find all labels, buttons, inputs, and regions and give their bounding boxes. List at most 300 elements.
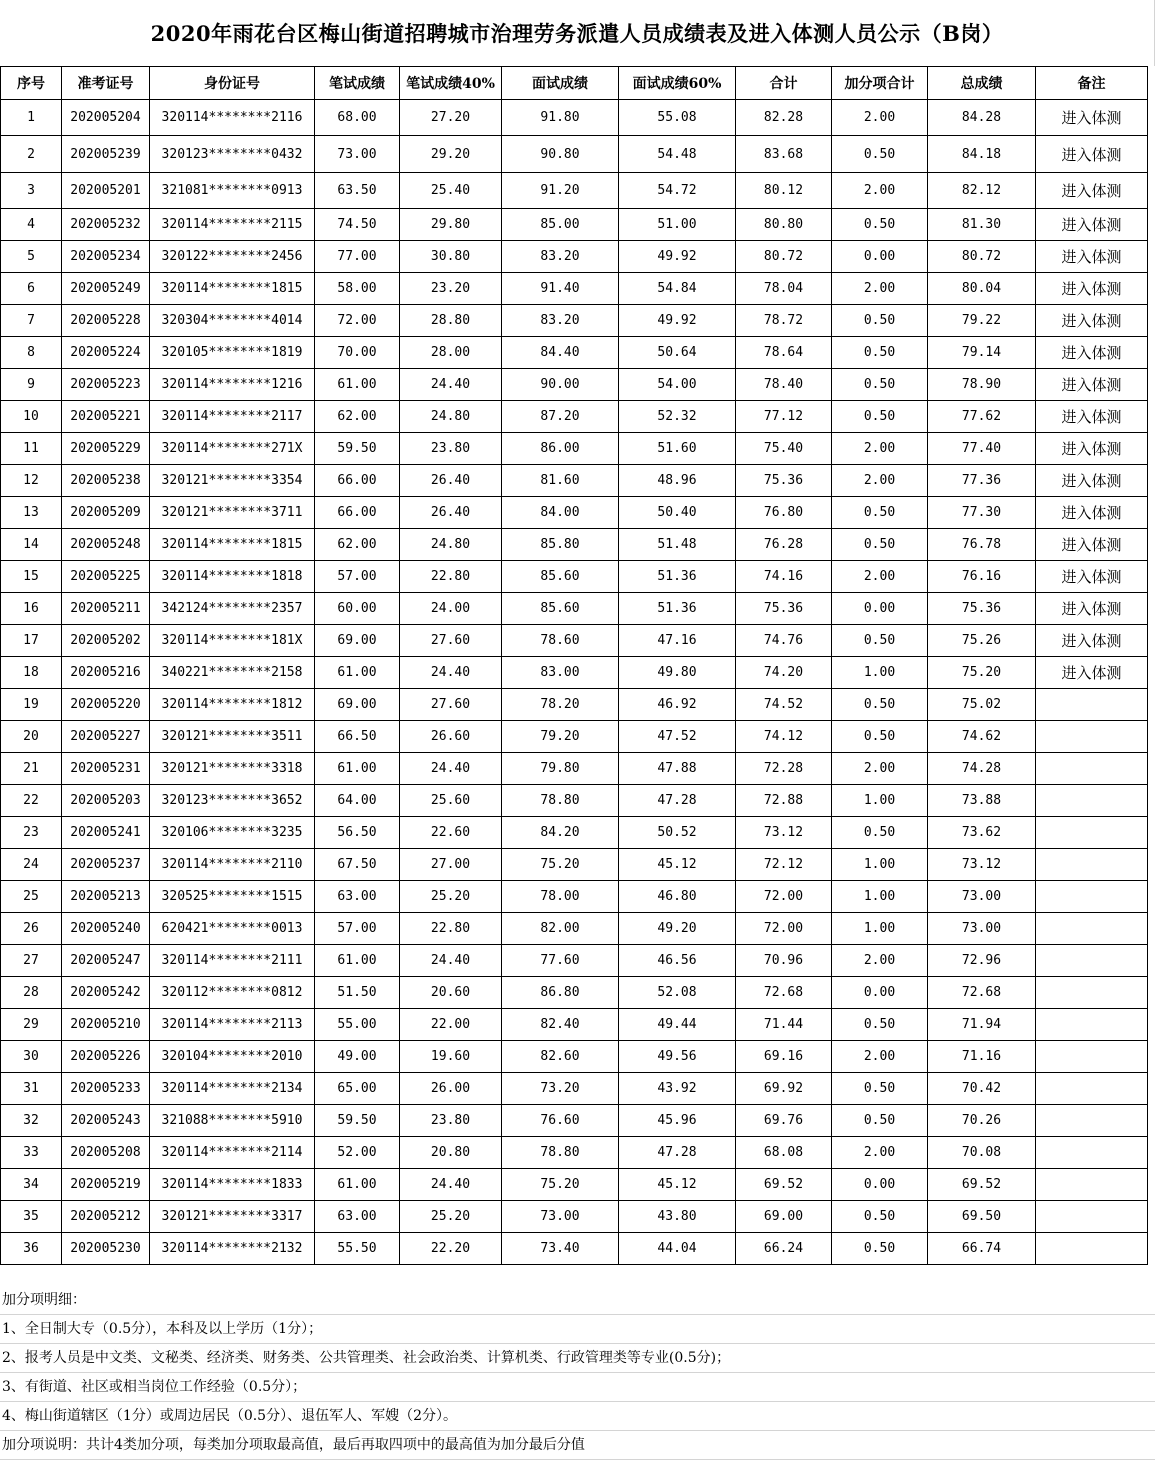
cell-written: 77.00 [315, 241, 400, 273]
table-row [1, 1009, 1148, 1041]
table-row [1, 305, 1148, 337]
cell-bonus: 1.00 [832, 913, 928, 945]
cell-written-40: 24.80 [400, 401, 502, 433]
cell-total: 82.12 [928, 173, 1036, 209]
cell-subtotal: 80.12 [736, 173, 832, 209]
cell-ticket: 202005247 [62, 945, 150, 977]
cell-remark: 进入体测 [1036, 305, 1148, 337]
cell-remark: 进入体测 [1036, 625, 1148, 657]
cell-bonus: 0.00 [832, 1169, 928, 1201]
cell-total: 77.62 [928, 401, 1036, 433]
table-row [1, 1073, 1148, 1105]
cell-interview-60: 45.12 [619, 849, 736, 881]
cell-ticket: 202005210 [62, 1009, 150, 1041]
cell-interview: 75.20 [502, 849, 619, 881]
col-header-interview: 面试成绩 [502, 67, 619, 100]
cell-total: 77.30 [928, 497, 1036, 529]
cell-total: 72.68 [928, 977, 1036, 1009]
cell-subtotal: 69.92 [736, 1073, 832, 1105]
cell-written: 66.50 [315, 721, 400, 753]
cell-ticket: 202005203 [62, 785, 150, 817]
header-row [1, 67, 1148, 100]
cell-seq: 18 [1, 657, 62, 689]
cell-written: 74.50 [315, 209, 400, 241]
cell-interview-60: 52.08 [619, 977, 736, 1009]
table-row [1, 625, 1148, 657]
cell-total: 72.96 [928, 945, 1036, 977]
cell-interview: 85.00 [502, 209, 619, 241]
cell-written: 61.00 [315, 945, 400, 977]
col-header-written-40: 笔试成绩40% [400, 67, 502, 100]
cell-interview: 81.60 [502, 465, 619, 497]
cell-id: 320114********2134 [150, 1073, 315, 1105]
cell-id: 320114********2111 [150, 945, 315, 977]
cell-subtotal: 69.76 [736, 1105, 832, 1137]
cell-written-40: 19.60 [400, 1041, 502, 1073]
cell-interview-60: 46.56 [619, 945, 736, 977]
cell-subtotal: 74.52 [736, 689, 832, 721]
cell-id: 320114********2114 [150, 1137, 315, 1169]
table-row [1, 136, 1148, 173]
cell-written-40: 25.20 [400, 881, 502, 913]
cell-interview: 76.60 [502, 1105, 619, 1137]
cell-ticket: 202005231 [62, 753, 150, 785]
cell-seq: 13 [1, 497, 62, 529]
cell-bonus: 0.50 [832, 136, 928, 173]
cell-written: 63.00 [315, 1201, 400, 1233]
cell-written-40: 27.60 [400, 689, 502, 721]
cell-id: 320121********3711 [150, 497, 315, 529]
cell-remark: 进入体测 [1036, 529, 1148, 561]
cell-written-40: 25.20 [400, 1201, 502, 1233]
cell-ticket: 202005208 [62, 1137, 150, 1169]
cell-bonus: 0.50 [832, 1233, 928, 1265]
cell-interview: 87.20 [502, 401, 619, 433]
table-row [1, 1105, 1148, 1137]
cell-ticket: 202005234 [62, 241, 150, 273]
cell-id: 320114********1815 [150, 529, 315, 561]
cell-interview: 78.80 [502, 785, 619, 817]
cell-written-40: 26.00 [400, 1073, 502, 1105]
cell-bonus: 2.00 [832, 273, 928, 305]
cell-written: 63.00 [315, 881, 400, 913]
cell-written: 59.50 [315, 433, 400, 465]
cell-ticket: 202005201 [62, 173, 150, 209]
cell-remark: 进入体测 [1036, 241, 1148, 273]
cell-ticket: 202005240 [62, 913, 150, 945]
cell-id: 320114********271X [150, 433, 315, 465]
cell-interview: 77.60 [502, 945, 619, 977]
cell-interview: 86.00 [502, 433, 619, 465]
cell-bonus: 0.00 [832, 241, 928, 273]
cell-interview: 91.20 [502, 173, 619, 209]
page-title: 2020年雨花台区梅山街道招聘城市治理劳务派遣人员成绩表及进入体测人员公示（B岗） [0, 0, 1155, 66]
cell-id: 321088********5910 [150, 1105, 315, 1137]
cell-total: 84.18 [928, 136, 1036, 173]
cell-total: 69.52 [928, 1169, 1036, 1201]
table-row [1, 497, 1148, 529]
cell-interview: 78.80 [502, 1137, 619, 1169]
cell-ticket: 202005227 [62, 721, 150, 753]
cell-bonus: 0.00 [832, 593, 928, 625]
cell-written: 66.00 [315, 497, 400, 529]
cell-written-40: 30.80 [400, 241, 502, 273]
table-row [1, 1201, 1148, 1233]
note-item-2: 2、报考人员是中文类、文秘类、经济类、财务类、公共管理类、社会政治类、计算机类、行政管理类等专业(0.5分)； [0, 1344, 1155, 1373]
cell-subtotal: 72.68 [736, 977, 832, 1009]
cell-interview: 82.00 [502, 913, 619, 945]
cell-subtotal: 78.04 [736, 273, 832, 305]
cell-interview: 78.00 [502, 881, 619, 913]
cell-bonus: 0.50 [832, 305, 928, 337]
cell-written: 56.50 [315, 817, 400, 849]
cell-interview: 84.00 [502, 497, 619, 529]
cell-seq: 24 [1, 849, 62, 881]
cell-id: 320121********3317 [150, 1201, 315, 1233]
note-item-1: 1、全日制大专（0.5分），本科及以上学历（1分）； [0, 1315, 1155, 1344]
cell-written-40: 25.40 [400, 173, 502, 209]
cell-total: 75.36 [928, 593, 1036, 625]
cell-id: 340221********2158 [150, 657, 315, 689]
cell-ticket: 202005229 [62, 433, 150, 465]
note-item-3: 3、有街道、社区或相当岗位工作经验（0.5分）； [0, 1373, 1155, 1402]
cell-seq: 23 [1, 817, 62, 849]
cell-written-40: 24.40 [400, 657, 502, 689]
cell-subtotal: 72.00 [736, 881, 832, 913]
table-row [1, 753, 1148, 785]
table-row [1, 977, 1148, 1009]
cell-remark [1036, 689, 1148, 721]
cell-ticket: 202005237 [62, 849, 150, 881]
note-item-4: 4、梅山街道辖区（1分）或周边居民（0.5分）、退伍军人、军嫂（2分）。 [0, 1402, 1155, 1431]
cell-subtotal: 78.64 [736, 337, 832, 369]
cell-total: 66.74 [928, 1233, 1036, 1265]
cell-seq: 1 [1, 100, 62, 136]
cell-written: 49.00 [315, 1041, 400, 1073]
cell-written-40: 24.40 [400, 753, 502, 785]
cell-seq: 14 [1, 529, 62, 561]
cell-written: 65.00 [315, 1073, 400, 1105]
cell-written: 59.50 [315, 1105, 400, 1137]
cell-interview: 73.00 [502, 1201, 619, 1233]
cell-interview-60: 48.96 [619, 465, 736, 497]
cell-remark [1036, 849, 1148, 881]
table-row [1, 945, 1148, 977]
cell-written: 63.50 [315, 173, 400, 209]
cell-subtotal: 74.16 [736, 561, 832, 593]
cell-id: 320123********0432 [150, 136, 315, 173]
cell-seq: 22 [1, 785, 62, 817]
cell-seq: 26 [1, 913, 62, 945]
cell-interview-60: 51.36 [619, 561, 736, 593]
cell-written-40: 20.80 [400, 1137, 502, 1169]
cell-interview-60: 49.44 [619, 1009, 736, 1041]
cell-id: 320114********1818 [150, 561, 315, 593]
cell-ticket: 202005249 [62, 273, 150, 305]
table-body [1, 100, 1148, 1265]
cell-interview: 85.80 [502, 529, 619, 561]
cell-interview: 78.20 [502, 689, 619, 721]
cell-ticket: 202005224 [62, 337, 150, 369]
cell-seq: 36 [1, 1233, 62, 1265]
cell-subtotal: 72.88 [736, 785, 832, 817]
table-row [1, 173, 1148, 209]
cell-id: 320525********1515 [150, 881, 315, 913]
cell-total: 84.28 [928, 100, 1036, 136]
cell-interview-60: 50.40 [619, 497, 736, 529]
cell-subtotal: 80.80 [736, 209, 832, 241]
cell-interview-60: 50.64 [619, 337, 736, 369]
cell-subtotal: 73.12 [736, 817, 832, 849]
table-row [1, 209, 1148, 241]
cell-written-40: 29.20 [400, 136, 502, 173]
cell-total: 70.42 [928, 1073, 1036, 1105]
cell-written: 57.00 [315, 561, 400, 593]
cell-ticket: 202005220 [62, 689, 150, 721]
cell-bonus: 2.00 [832, 100, 928, 136]
cell-remark: 进入体测 [1036, 369, 1148, 401]
cell-ticket: 202005242 [62, 977, 150, 1009]
cell-bonus: 0.50 [832, 1073, 928, 1105]
cell-interview: 83.00 [502, 657, 619, 689]
cell-interview-60: 55.08 [619, 100, 736, 136]
cell-total: 75.02 [928, 689, 1036, 721]
cell-interview-60: 43.92 [619, 1073, 736, 1105]
cell-ticket: 202005223 [62, 369, 150, 401]
cell-bonus: 0.50 [832, 529, 928, 561]
col-header-subtotal: 合计 [736, 67, 832, 100]
cell-subtotal: 74.12 [736, 721, 832, 753]
cell-ticket: 202005241 [62, 817, 150, 849]
cell-ticket: 202005239 [62, 136, 150, 173]
cell-id: 320105********1819 [150, 337, 315, 369]
cell-written-40: 24.80 [400, 529, 502, 561]
cell-total: 70.08 [928, 1137, 1036, 1169]
cell-ticket: 202005248 [62, 529, 150, 561]
cell-written-40: 22.80 [400, 913, 502, 945]
cell-bonus: 2.00 [832, 753, 928, 785]
cell-bonus: 0.50 [832, 401, 928, 433]
cell-total: 75.26 [928, 625, 1036, 657]
cell-written-40: 22.20 [400, 1233, 502, 1265]
cell-seq: 28 [1, 977, 62, 1009]
cell-interview-60: 47.28 [619, 1137, 736, 1169]
cell-total: 76.16 [928, 561, 1036, 593]
cell-subtotal: 75.36 [736, 465, 832, 497]
cell-interview-60: 47.88 [619, 753, 736, 785]
table-row [1, 529, 1148, 561]
cell-id: 320114********1833 [150, 1169, 315, 1201]
cell-total: 76.78 [928, 529, 1036, 561]
cell-remark [1036, 881, 1148, 913]
bonus-notes [0, 1286, 1155, 1460]
table-row [1, 785, 1148, 817]
cell-seq: 33 [1, 1137, 62, 1169]
cell-remark: 进入体测 [1036, 100, 1148, 136]
cell-total: 79.22 [928, 305, 1036, 337]
cell-interview: 84.20 [502, 817, 619, 849]
cell-seq: 8 [1, 337, 62, 369]
cell-written-40: 22.60 [400, 817, 502, 849]
cell-interview-60: 49.56 [619, 1041, 736, 1073]
cell-seq: 17 [1, 625, 62, 657]
cell-subtotal: 72.00 [736, 913, 832, 945]
table-row [1, 657, 1148, 689]
cell-written: 57.00 [315, 913, 400, 945]
cell-id: 320106********3235 [150, 817, 315, 849]
cell-seq: 5 [1, 241, 62, 273]
cell-bonus: 2.00 [832, 1041, 928, 1073]
table-row [1, 369, 1148, 401]
cell-written: 61.00 [315, 1169, 400, 1201]
notes-heading: 加分项明细： [0, 1286, 1155, 1315]
cell-interview: 90.80 [502, 136, 619, 173]
cell-ticket: 202005238 [62, 465, 150, 497]
cell-written-40: 27.20 [400, 100, 502, 136]
cell-written: 64.00 [315, 785, 400, 817]
cell-subtotal: 83.68 [736, 136, 832, 173]
cell-remark [1036, 817, 1148, 849]
score-table [0, 66, 1148, 1265]
cell-bonus: 0.50 [832, 817, 928, 849]
cell-interview: 78.60 [502, 625, 619, 657]
cell-written: 60.00 [315, 593, 400, 625]
cell-remark [1036, 1041, 1148, 1073]
cell-remark [1036, 1169, 1148, 1201]
cell-written: 73.00 [315, 136, 400, 173]
cell-written-40: 26.40 [400, 497, 502, 529]
cell-total: 71.16 [928, 1041, 1036, 1073]
cell-id: 620421********0013 [150, 913, 315, 945]
cell-seq: 12 [1, 465, 62, 497]
cell-seq: 4 [1, 209, 62, 241]
cell-id: 320304********4014 [150, 305, 315, 337]
cell-seq: 2 [1, 136, 62, 173]
cell-remark [1036, 1233, 1148, 1265]
cell-total: 73.00 [928, 881, 1036, 913]
cell-total: 80.04 [928, 273, 1036, 305]
cell-written-40: 23.20 [400, 273, 502, 305]
cell-id: 320114********2113 [150, 1009, 315, 1041]
cell-seq: 25 [1, 881, 62, 913]
cell-remark [1036, 945, 1148, 977]
cell-subtotal: 74.20 [736, 657, 832, 689]
cell-written: 61.00 [315, 753, 400, 785]
cell-remark: 进入体测 [1036, 657, 1148, 689]
cell-interview: 73.40 [502, 1233, 619, 1265]
table-row [1, 1137, 1148, 1169]
cell-subtotal: 68.08 [736, 1137, 832, 1169]
cell-ticket: 202005226 [62, 1041, 150, 1073]
cell-written-40: 28.00 [400, 337, 502, 369]
cell-interview-60: 49.20 [619, 913, 736, 945]
cell-remark: 进入体测 [1036, 465, 1148, 497]
cell-bonus: 1.00 [832, 881, 928, 913]
table-row [1, 100, 1148, 136]
cell-remark [1036, 1105, 1148, 1137]
cell-written-40: 29.80 [400, 209, 502, 241]
cell-written: 55.00 [315, 1009, 400, 1041]
cell-interview: 73.20 [502, 1073, 619, 1105]
table-row [1, 817, 1148, 849]
cell-bonus: 2.00 [832, 561, 928, 593]
cell-written: 66.00 [315, 465, 400, 497]
cell-ticket: 202005221 [62, 401, 150, 433]
cell-total: 74.62 [928, 721, 1036, 753]
cell-id: 320114********1812 [150, 689, 315, 721]
cell-total: 75.20 [928, 657, 1036, 689]
cell-interview-60: 51.48 [619, 529, 736, 561]
cell-seq: 34 [1, 1169, 62, 1201]
cell-interview: 90.00 [502, 369, 619, 401]
cell-subtotal: 71.44 [736, 1009, 832, 1041]
cell-seq: 9 [1, 369, 62, 401]
cell-ticket: 202005232 [62, 209, 150, 241]
cell-id: 342124********2357 [150, 593, 315, 625]
table-row [1, 593, 1148, 625]
cell-remark: 进入体测 [1036, 561, 1148, 593]
cell-ticket: 202005212 [62, 1201, 150, 1233]
cell-remark [1036, 977, 1148, 1009]
cell-seq: 31 [1, 1073, 62, 1105]
cell-interview-60: 44.04 [619, 1233, 736, 1265]
cell-seq: 30 [1, 1041, 62, 1073]
cell-seq: 11 [1, 433, 62, 465]
cell-written: 72.00 [315, 305, 400, 337]
cell-total: 77.36 [928, 465, 1036, 497]
cell-interview: 82.60 [502, 1041, 619, 1073]
cell-subtotal: 69.16 [736, 1041, 832, 1073]
cell-interview-60: 45.12 [619, 1169, 736, 1201]
cell-total: 71.94 [928, 1009, 1036, 1041]
cell-seq: 10 [1, 401, 62, 433]
cell-ticket: 202005209 [62, 497, 150, 529]
cell-bonus: 0.50 [832, 721, 928, 753]
cell-total: 79.14 [928, 337, 1036, 369]
cell-remark: 进入体测 [1036, 497, 1148, 529]
cell-seq: 29 [1, 1009, 62, 1041]
cell-written-40: 20.60 [400, 977, 502, 1009]
cell-interview: 79.20 [502, 721, 619, 753]
col-header-total: 总成绩 [928, 67, 1036, 100]
cell-id: 321081********0913 [150, 173, 315, 209]
cell-written-40: 24.40 [400, 1169, 502, 1201]
cell-id: 320114********2132 [150, 1233, 315, 1265]
table-row [1, 849, 1148, 881]
cell-interview-60: 54.48 [619, 136, 736, 173]
col-header-ticket: 准考证号 [62, 67, 150, 100]
cell-remark [1036, 1137, 1148, 1169]
cell-total: 73.62 [928, 817, 1036, 849]
cell-written: 58.00 [315, 273, 400, 305]
cell-subtotal: 70.96 [736, 945, 832, 977]
cell-bonus: 2.00 [832, 465, 928, 497]
cell-written: 69.00 [315, 625, 400, 657]
table-row [1, 273, 1148, 305]
cell-remark: 进入体测 [1036, 593, 1148, 625]
cell-remark [1036, 1201, 1148, 1233]
cell-seq: 16 [1, 593, 62, 625]
cell-subtotal: 74.76 [736, 625, 832, 657]
cell-total: 80.72 [928, 241, 1036, 273]
cell-written-40: 22.00 [400, 1009, 502, 1041]
cell-subtotal: 80.72 [736, 241, 832, 273]
cell-interview: 86.80 [502, 977, 619, 1009]
cell-interview-60: 47.52 [619, 721, 736, 753]
cell-interview-60: 49.80 [619, 657, 736, 689]
cell-total: 73.88 [928, 785, 1036, 817]
cell-ticket: 202005228 [62, 305, 150, 337]
